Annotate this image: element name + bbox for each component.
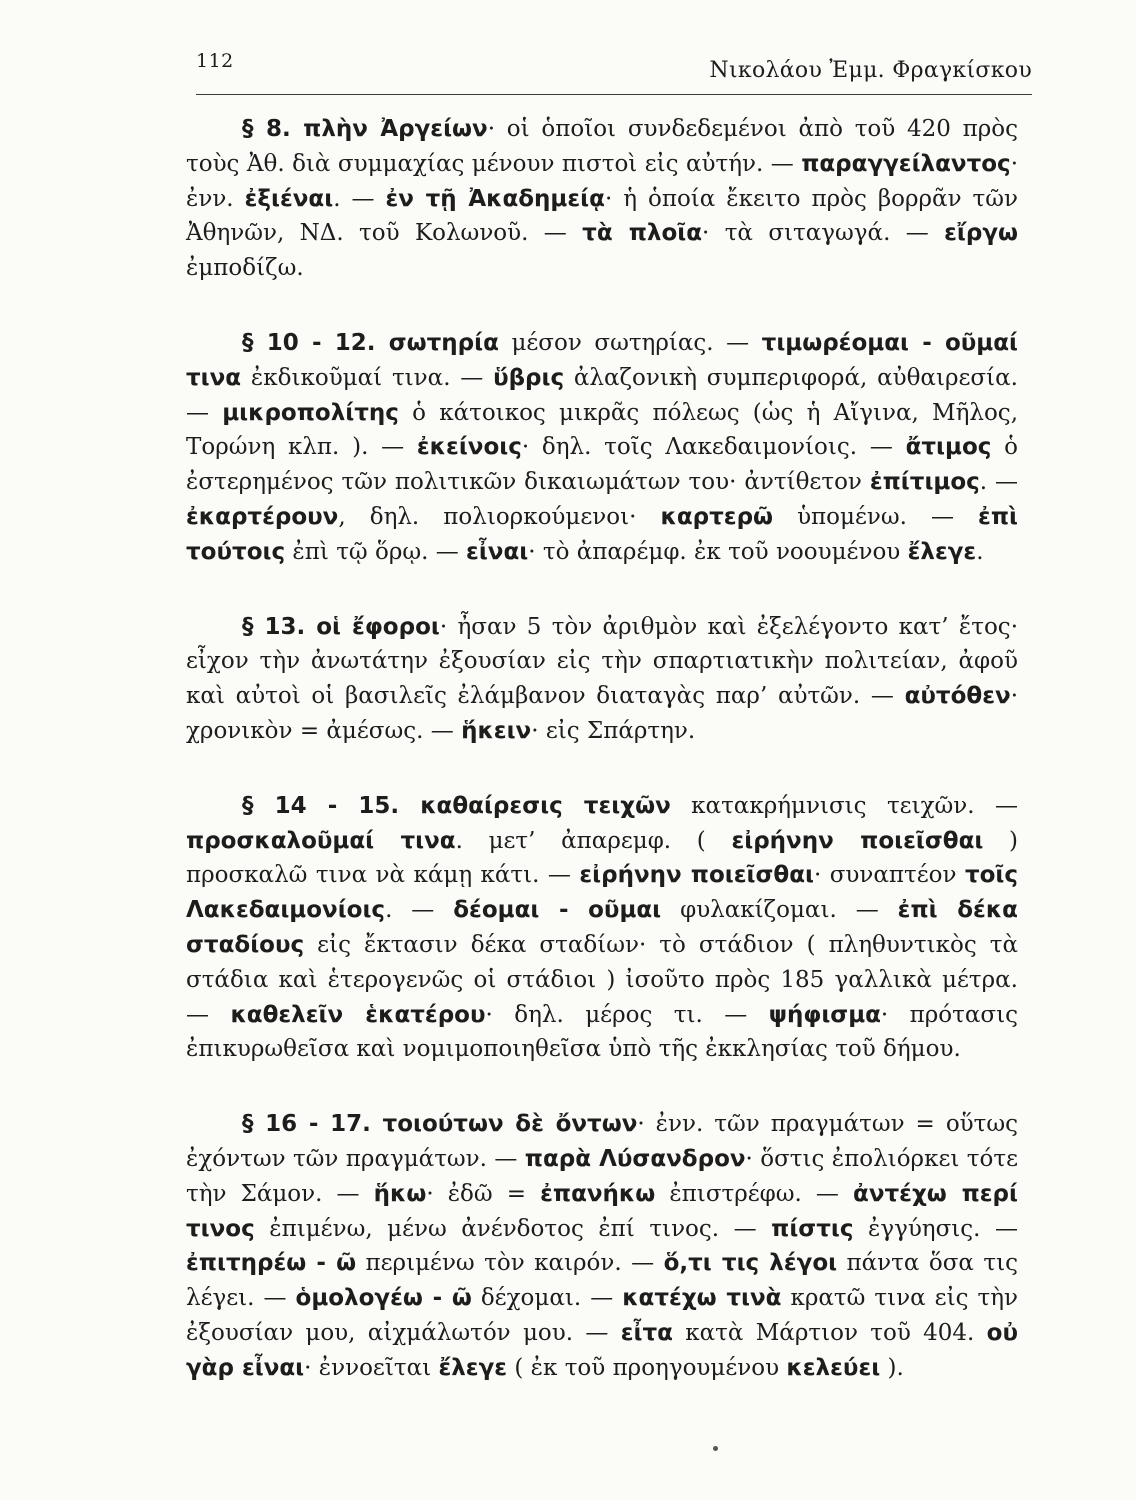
gloss-text: ἐπιμένω, μένω ἀνένδοτος ἐπί τινος. — [254, 1215, 772, 1242]
section-number: § 10 - 12. [242, 329, 389, 356]
lemma-term: τὰ πλοῖα [582, 220, 703, 247]
lemma-term: τιμωρέομαι - οῦμαί τινα [186, 329, 1018, 391]
paragraph-section-8 [186, 112, 1018, 286]
gloss-text: , δηλ. πολιορκούμενοι· [338, 503, 661, 530]
lemma-term: ἐπανήκω [540, 1180, 656, 1207]
lemma-term: ὁμολογέω - ῶ [295, 1285, 472, 1312]
page-number: 112 [196, 50, 234, 72]
lemma-term: κελεύει [786, 1354, 881, 1381]
paragraph-section-10-12 [186, 326, 1018, 570]
gloss-text: · ἐδῶ = [426, 1180, 541, 1207]
gloss-text: · ἐνν. [186, 150, 1018, 212]
lemma-term: δέομαι - οῦμαι [453, 897, 662, 924]
gloss-text: κατακρήμνισις τειχῶν. — [670, 792, 1018, 819]
lemma-term: κατέχω τινὰ [622, 1285, 782, 1312]
gloss-text: εἰς ἔκτασιν δέκα σταδίων· τὸ στάδιον ( πληθυντικὸς τὰ στάδια καὶ ἑτερογενῶς οἱ στάδιοι ) ἰσοῦτο πρὸς 185 γαλλικὰ μέτρα. — [186, 931, 1018, 1028]
lemma-term: αὐτόθεν [904, 683, 1011, 710]
lemma-term: ψήφισμα [768, 1001, 881, 1028]
lemma-term: εἶναι [466, 538, 529, 565]
gloss-text: ἐκδικοῦμαί τινα. — [241, 364, 494, 391]
page-header [196, 50, 1032, 95]
lemma-term: ἐπὶ τούτοις [186, 503, 1018, 565]
gloss-text: · δηλ. τοῖς Λακεδαιμονίοις. — [521, 434, 906, 461]
lemma-term: καθελεῖν ἑκατέρου [230, 1001, 486, 1028]
lemma-term: οἱ ἔφοροι [316, 613, 440, 640]
gloss-text: · συναπτέον [813, 862, 965, 889]
commentary-body [186, 112, 1018, 1426]
section-number: § 8. [242, 116, 304, 142]
gloss-text: · δηλ. μέρος τι. — [485, 1001, 769, 1028]
lemma-term: ἐπὶ δέκα σταδίους [186, 897, 1018, 958]
lemma-term: εἰρήνην ποιεῖσθαι [579, 862, 814, 889]
print-speck [713, 1446, 718, 1451]
gloss-text: . — [979, 469, 1019, 496]
gloss-text: · ἦσαν 5 τὸν ἀριθμὸν καὶ ἐξελέγοντο κατ’ ἔτος· εἶχον τὴν ἀνωτάτην ἐξουσίαν εἰς τὴν σπαρτιατικὴν πολιτείαν, ἀφοῦ καὶ αὐτοὶ οἱ βασιλεῖς ἐλάμβανον διαταγὰς παρ’ αὐτῶν. — [186, 613, 1018, 710]
lemma-term: ἐπιτηρέω - ῶ [186, 1250, 357, 1277]
lemma-term: ἄτιμος [905, 434, 992, 461]
lemma-term: ἥκω [373, 1180, 427, 1207]
gloss-text: · πρότασις ἐπικυρωθεῖσα καὶ νομιμοποιηθεῖσα ὑπὸ τῆς ἐκκλησίας τοῦ δήμου. [186, 1001, 1019, 1063]
gloss-text: κρατῶ τινα εἰς τὴν ἐξουσίαν μου, αἰχμάλωτόν μου. — [186, 1285, 1018, 1346]
gloss-text: · τὸ ἀπαρέμφ. ἐκ τοῦ νοουμένου [528, 538, 908, 565]
lemma-term: εἴργω [944, 220, 1019, 247]
lemma-term: πίστις [771, 1215, 854, 1242]
gloss-text: περιμένω τὸν καιρόν. — [356, 1250, 664, 1277]
gloss-text: ὁ ἐστερημένος τῶν πολιτικῶν δικαιωμάτων του· ἀντίθετον [186, 434, 1018, 496]
lemma-term: τοιούτων δὲ ὄντων [382, 1111, 638, 1138]
gloss-text: πάντα ὅσα τις λέγει. — [186, 1250, 1018, 1312]
gloss-text: . [976, 538, 984, 565]
gloss-text: φυλακίζομαι. — [661, 897, 898, 924]
lemma-term: ἐπίτιμος [869, 469, 980, 496]
gloss-text: μέσον σωτηρίας. — [498, 329, 762, 356]
section-number: § 14 - 15. [242, 792, 421, 819]
gloss-text: ἀλαζονικὴ συμπεριφορά, αὐθαιρεσία. — [186, 364, 1018, 426]
lemma-term: ἐκείνοις [416, 434, 522, 461]
paragraph-section-14-15 [186, 789, 1018, 1067]
gloss-text: · ὅστις ἐπολιόρκει τότε τὴν Σάμον. — [186, 1145, 1018, 1207]
lemma-term: πλὴν Ἀργείων [303, 116, 488, 142]
lemma-term: ὕβρις [493, 364, 565, 391]
gloss-text: δέχομαι. — [471, 1285, 623, 1312]
gloss-text: · ἐννοεῖται [304, 1354, 439, 1381]
paragraph-section-16-17 [186, 1107, 1018, 1385]
running-head: Νικολάου Ἐμμ. Φραγκίσκου [709, 58, 1032, 83]
gloss-text: ) προσκαλῶ τινα νὰ κάμῃ κάτι. — [186, 827, 1018, 889]
lemma-term: ἐν τῇ Ἀκαδημείᾳ [385, 185, 605, 212]
lemma-term: ἐκαρτέρουν [186, 503, 339, 530]
paragraph-section-13 [186, 610, 1018, 749]
gloss-text: · οἱ ὁποῖοι συνδεδεμένοι ἀπὸ τοῦ 420 πρὸς τοὺς Ἀθ. διὰ συμμαχίας μένουν πιστοὶ εἰς αὐτήν. — [186, 116, 1018, 177]
section-number: § 16 - 17. [242, 1111, 383, 1138]
lemma-term: εἶτα [620, 1319, 673, 1346]
lemma-term: ἐξιέναι [244, 185, 334, 212]
lemma-term: προσκαλοῦμαί τινα [186, 827, 456, 854]
gloss-text: · τὰ σιταγωγά. — [702, 220, 945, 247]
gloss-text: ἐπὶ τῷ ὅρῳ. — [285, 538, 467, 565]
lemma-term: παραγγείλαντος [801, 150, 1011, 177]
gloss-text: · ἐνν. τῶν πραγμάτων = οὕτως ἐχόντων τῶν πραγμάτων. — [186, 1111, 1019, 1172]
lemma-term: οὐ γὰρ εἶναι [186, 1319, 1018, 1381]
gloss-text: ἐμποδίζω. [186, 255, 304, 282]
gloss-text: ). [880, 1354, 904, 1381]
gloss-text: ὁ κάτοικος μικρᾶς πόλεως (ὡς ἡ Αἴγινα, Μῆλος, Τορώνη κλπ. ). — [186, 399, 1018, 461]
lemma-term: ἔλεγε [907, 538, 977, 565]
lemma-term: ἥκειν [461, 717, 532, 744]
lemma-term: σωτηρία [388, 329, 499, 356]
lemma-term: ὅ,τι τις λέγοι [663, 1250, 838, 1277]
gloss-text: . μετ’ ἀπαρεμφ. ( [455, 827, 732, 854]
gloss-text: ( ἐκ τοῦ προηγουμένου [507, 1354, 787, 1381]
lemma-term: ἀντέχω περί τινος [186, 1180, 1018, 1242]
gloss-text: · εἰς Σπάρτην. [531, 717, 696, 744]
lemma-term: καρτερῶ [660, 503, 774, 530]
gloss-text: ἐγγύησις. — [853, 1215, 1018, 1242]
lemma-term: μικροπολίτης [222, 399, 399, 426]
gloss-text: . — [333, 185, 386, 212]
gloss-text: · ἡ ὁποία ἔκειτο πρὸς βορρᾶν τῶν Ἀθηνῶν, ΝΔ. τοῦ Κολωνοῦ. — [186, 185, 1018, 247]
lemma-term: ἔλεγε [438, 1354, 508, 1381]
lemma-term: τοῖς Λακεδαιμονίοις [186, 862, 1019, 924]
lemma-term: καθαίρεσις τειχῶν [420, 792, 671, 819]
section-number: § 13. [242, 613, 317, 640]
lemma-term: εἰρήνην ποιεῖσθαι [731, 827, 984, 854]
gloss-text: ὑπομένω. — [773, 503, 979, 530]
gloss-text: · χρονικὸν = ἀμέσως. — [186, 683, 1018, 744]
gloss-text: κατὰ Μάρτιον τοῦ 404. [672, 1319, 987, 1346]
gloss-text: ἐπιστρέφω. — [655, 1180, 854, 1207]
lemma-term: παρὰ Λύσανδρον [524, 1145, 746, 1172]
gloss-text: . — [385, 897, 454, 924]
